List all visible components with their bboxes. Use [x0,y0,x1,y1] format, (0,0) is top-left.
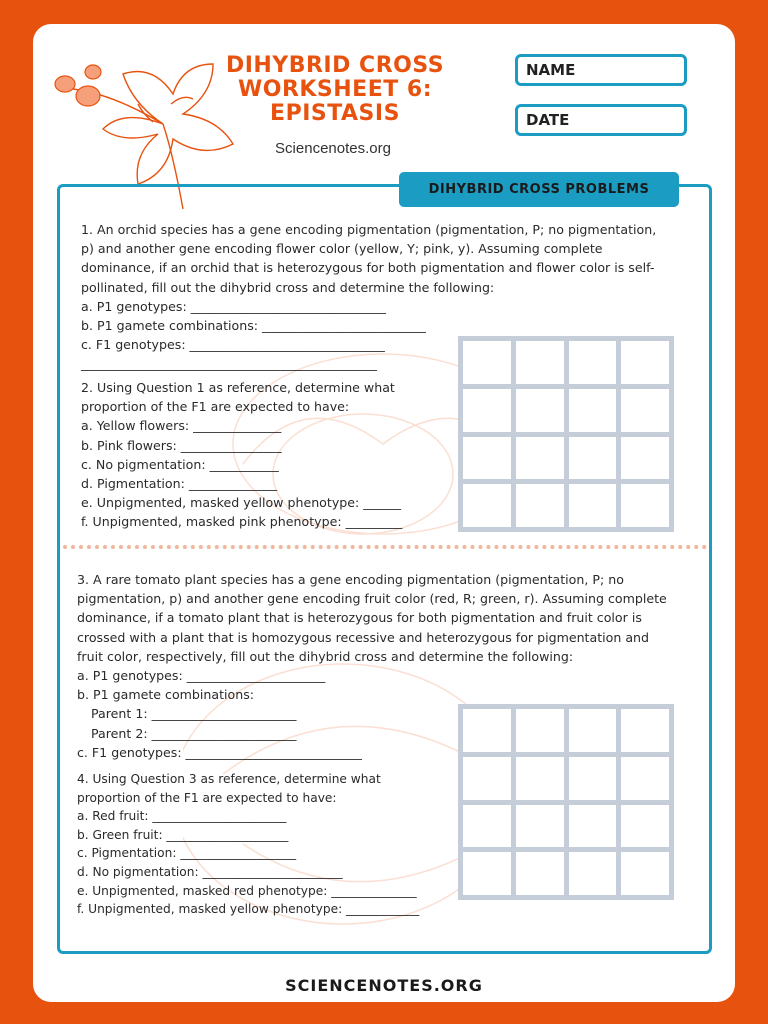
q3-f1-line[interactable]: c. F1 genotypes: ____________________________ [77,744,362,760]
q3-answer-line[interactable]: a. P1 genotypes: ______________________ [77,668,326,684]
title-line-1: DIHYBRID CROSS [225,53,445,78]
punnett-cell[interactable] [463,805,511,848]
site-name-top: Sciencenotes.org [275,140,391,157]
punnett-cell[interactable] [463,341,511,384]
punnett-cell[interactable] [463,389,511,432]
q4-line: 4. Using Question 3 as reference, determine what [77,772,381,786]
punnett-cell[interactable] [621,757,669,800]
q3-line: b. P1 gamete combinations: [77,687,255,703]
q4-line: proportion of the F1 are expected to have: [77,790,337,805]
punnett-cell[interactable] [516,805,564,848]
problems-banner: DIHYBRID CROSS PROBLEMS [399,172,679,207]
q2-answer-line[interactable]: b. Pink flowers: ________________ [81,437,282,453]
q1-line: pollinated, fill out the dihybrid cross and determine the following: [81,279,495,295]
q2-answer-line[interactable]: c. No pigmentation: ___________ [81,456,279,472]
q2-line: proportion of the F1 are expected to have: [81,399,350,415]
punnett-cell[interactable] [463,852,511,895]
q3-parent-2-line[interactable]: Parent 2: _______________________ [91,725,297,741]
punnett-cell[interactable] [621,805,669,848]
title-line-2: WORKSHEET 6: [237,77,433,102]
q3-line: 3. A rare tomato plant species has a gene encoding pigmentation (pigmentation, P; no [77,572,624,587]
q2-line: 2. Using Question 1 as reference, determine what [81,380,395,395]
q3-line: dominance, if a tomato plant that is heterozygous for both pigmentation and fruit color is [77,610,642,626]
punnett-cell[interactable] [569,341,617,384]
q1-answer-line[interactable]: b. P1 gamete combinations: __________________________ [81,318,426,334]
punnett-cell[interactable] [516,484,564,527]
q1-answer-line[interactable]: a. P1 genotypes: _______________________________ [81,298,386,314]
name-field[interactable]: NAME [515,54,687,86]
q1-answer-line[interactable]: _______________________________________________ [81,356,377,372]
punnett-cell[interactable] [569,757,617,800]
punnett-cell[interactable] [621,852,669,895]
q3-parent-1-line[interactable]: Parent 1: _______________________ [91,706,297,722]
q4-answer-line[interactable]: e. Unpigmented, masked red phenotype: ______________ [77,883,417,898]
punnett-cell[interactable] [569,852,617,895]
punnett-cell[interactable] [569,805,617,848]
punnett-cell[interactable] [621,389,669,432]
punnett-cell[interactable] [516,852,564,895]
punnett-cell[interactable] [463,757,511,800]
q3-line: pigmentation, p) and another gene encoding fruit color (red, R; green, r). Assuming complete [77,591,667,607]
punnett-square-2[interactable] [458,704,674,900]
q1-answer-line[interactable]: c. F1 genotypes: _______________________________ [81,337,385,353]
punnett-cell[interactable] [516,389,564,432]
q2-answer-line[interactable]: e. Unpigmented, masked yellow phenotype: ______ [81,495,402,511]
q2-answer-line[interactable]: d. Pigmentation: ______________ [81,476,277,492]
punnett-cell[interactable] [569,437,617,480]
question-2 [81,378,402,532]
punnett-cell[interactable] [569,389,617,432]
punnett-cell[interactable] [516,437,564,480]
q1-line: 1. An orchid species has a gene encoding pigmentation (pigmentation, P; no pigmentation, [81,222,657,237]
punnett-cell[interactable] [516,341,564,384]
punnett-cell[interactable] [516,757,564,800]
worksheet-title [201,54,469,126]
q1-line: p) and another gene encoding flower color (yellow, Y; pink, y). Assuming complete [81,241,603,257]
date-field[interactable]: DATE [515,104,687,136]
punnett-cell[interactable] [621,437,669,480]
question-4 [77,770,419,919]
punnett-cell[interactable] [569,709,617,752]
punnett-cell[interactable] [463,709,511,752]
punnett-cell[interactable] [569,484,617,527]
q3-line: crossed with a plant that is homozygous recessive and heterozygous for pigmentation and [77,629,650,645]
q1-line: dominance, if an orchid that is heterozygous for both pigmentation and flower color is self- [81,260,655,276]
q4-answer-line[interactable]: d. No pigmentation: _______________________ [77,864,343,879]
punnett-cell[interactable] [463,437,511,480]
q2-answer-line[interactable]: a. Yellow flowers: ______________ [81,418,282,434]
section-divider [63,545,707,549]
worksheet-page [33,24,735,1002]
q4-answer-line[interactable]: c. Pigmentation: ___________________ [77,846,297,861]
q4-answer-line[interactable]: a. Red fruit: ______________________ [77,809,287,824]
q3-line: fruit color, respectively, fill out the dihybrid cross and determine the following: [77,648,574,664]
punnett-cell[interactable] [621,709,669,752]
q4-answer-line[interactable]: f. Unpigmented, masked yellow phenotype: ____________ [77,902,420,917]
punnett-square-1[interactable] [458,336,674,532]
q4-answer-line[interactable]: b. Green fruit: ____________________ [77,827,289,842]
punnett-cell[interactable] [621,484,669,527]
title-line-3: EPISTASIS [270,101,400,126]
punnett-cell[interactable] [516,709,564,752]
site-name-footer: SCIENCENOTES.ORG [285,976,483,995]
punnett-cell[interactable] [621,341,669,384]
q2-answer-line[interactable]: f. Unpigmented, masked pink phenotype: _________ [81,514,403,530]
punnett-cell[interactable] [463,484,511,527]
